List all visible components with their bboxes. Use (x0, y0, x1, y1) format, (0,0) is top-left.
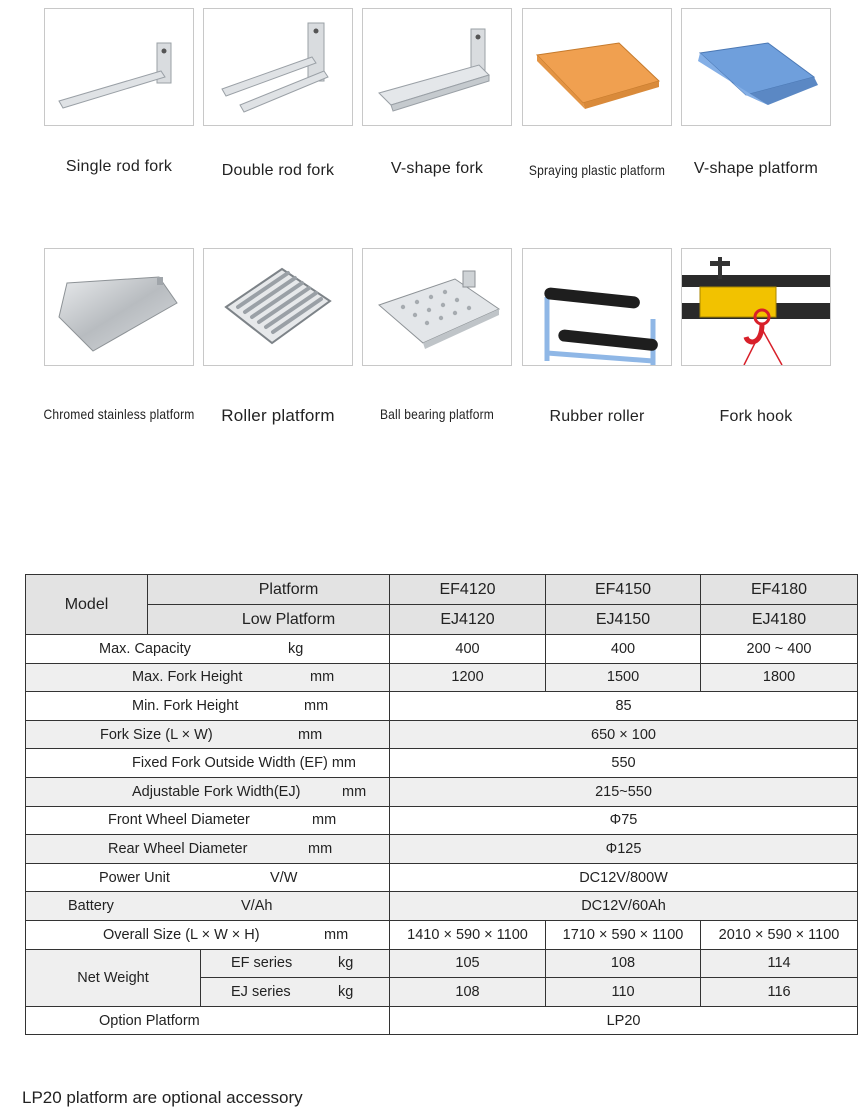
table-cell: 1200 (390, 663, 546, 692)
table-cell: 200 ~ 400 (701, 635, 858, 664)
row-unit: mm (304, 697, 329, 714)
table-row (26, 892, 858, 921)
table-cell: 400 (390, 635, 546, 664)
table-row (26, 663, 858, 692)
fork-hook-image (681, 248, 831, 366)
table-cell: 85 (390, 692, 858, 721)
row-label: Min. Fork Height (132, 697, 239, 714)
accessory-v-shape-fork (362, 8, 512, 177)
roller-platform-image (203, 248, 353, 366)
table-row (26, 920, 858, 949)
table-cell: 2010 × 590 × 1100 (701, 920, 858, 949)
accessory-label: Chromed stainless platform (43, 406, 195, 422)
table-row (26, 635, 858, 664)
table-cell: 1710 × 590 × 1100 (546, 920, 701, 949)
model-cell: EJ4150 (546, 605, 701, 635)
accessory-fork-hook (681, 248, 831, 425)
table-row (26, 777, 858, 806)
table-cell: 116 (701, 978, 858, 1007)
double-rod-fork-image (203, 8, 353, 126)
row-label: Rear Wheel Diameter (108, 840, 248, 857)
model-cell: EF4120 (390, 575, 546, 605)
accessory-label: Fork hook (719, 408, 793, 425)
table-cell: 550 (390, 749, 858, 778)
model-cell: EJ4180 (701, 605, 858, 635)
rubber-roller-image (522, 248, 672, 366)
model-header: Model (26, 575, 148, 635)
row-label: Max. Fork Height (132, 669, 243, 686)
table-row (26, 692, 858, 721)
model-cell: EJ4120 (390, 605, 546, 635)
accessory-v-shape-platform (681, 8, 831, 177)
table-cell: LP20 (390, 1006, 858, 1035)
table-row (26, 749, 858, 778)
table-row (26, 863, 858, 892)
table-cell: DC12V/800W (390, 863, 858, 892)
accessory-rubber-roller (522, 248, 672, 425)
row-unit: mm (308, 840, 333, 857)
accessory-label: V-shape fork (390, 160, 484, 177)
row-label: Fork Size (L × W) (100, 726, 213, 743)
row-label: Max. Capacity (99, 640, 191, 657)
accessory-label: Rubber roller (549, 408, 645, 425)
table-cell: 1500 (546, 663, 701, 692)
accessory-label: V-shape platform (693, 160, 819, 177)
footnote: LP20 platform are optional accessory (22, 1088, 303, 1107)
header-row-platform (26, 575, 858, 605)
table-cell: 114 (701, 949, 858, 978)
chromed-stainless-platform-image (44, 248, 194, 366)
table-cell: 215~550 (390, 777, 858, 806)
table-row (26, 949, 858, 978)
table-cell: 400 (546, 635, 701, 664)
table-row (26, 835, 858, 864)
platform-header: Platform (148, 575, 390, 605)
accessory-ball-bearing-platform (362, 248, 512, 422)
accessory-spraying-plastic-platform (522, 8, 672, 178)
table-cell: 650 × 100 (390, 720, 858, 749)
table-cell: DC12V/60Ah (390, 892, 858, 921)
row-label: Power Unit (99, 869, 170, 886)
row-unit: mm (310, 669, 335, 686)
header-row-low-platform (26, 605, 858, 635)
table-cell: 1410 × 590 × 1100 (390, 920, 546, 949)
row-label: Fixed Fork Outside Width (EF) mm (132, 755, 356, 772)
row-unit: V/W (270, 869, 298, 886)
table-row (26, 720, 858, 749)
accessory-label: Spraying plastic platform (528, 162, 666, 178)
row-unit: mm (298, 726, 323, 743)
spraying-plastic-platform-image (522, 8, 672, 126)
model-cell: EF4180 (701, 575, 858, 605)
accessory-roller-platform (203, 248, 353, 425)
row-label: Battery (68, 898, 114, 915)
ball-bearing-platform-image (362, 248, 512, 366)
table-cell: Φ125 (390, 835, 858, 864)
row-unit: kg (338, 983, 354, 1000)
row-label: Overall Size (L × W × H) (103, 926, 260, 943)
accessory-label: Roller platform (221, 406, 335, 425)
accessory-label: Ball bearing platform (379, 406, 495, 422)
v-shape-platform-image (681, 8, 831, 126)
row-unit: mm (342, 783, 367, 800)
single-rod-fork-image (44, 8, 194, 126)
row-unit: mm (312, 812, 337, 829)
spec-table (25, 574, 858, 1035)
table-cell: 1800 (701, 663, 858, 692)
table-cell: 110 (546, 978, 701, 1007)
table-cell: 108 (390, 978, 546, 1007)
accessory-double-rod-fork (203, 8, 353, 179)
v-shape-fork-image (362, 8, 512, 126)
row-label: EF series (231, 955, 293, 972)
accessory-single-rod-fork (44, 8, 194, 175)
row-label: EJ series (231, 983, 291, 1000)
low-platform-header: Low Platform (148, 605, 390, 635)
net-weight-label: Net Weight (26, 949, 201, 1006)
table-cell: Φ75 (390, 806, 858, 835)
table-cell: 105 (390, 949, 546, 978)
table-row (26, 806, 858, 835)
table-row (26, 1006, 858, 1035)
row-unit: mm (324, 926, 349, 943)
row-label: Adjustable Fork Width(EJ) (132, 783, 301, 800)
table-cell: 108 (546, 949, 701, 978)
accessory-label: Double rod fork (221, 162, 335, 179)
model-cell: EF4150 (546, 575, 701, 605)
accessory-label: Single rod fork (65, 158, 173, 175)
row-label: Front Wheel Diameter (108, 812, 250, 829)
row-unit: kg (288, 640, 304, 657)
row-label: Option Platform (99, 1012, 200, 1029)
row-unit: kg (338, 955, 354, 972)
row-unit: V/Ah (241, 898, 273, 915)
accessory-chromed-stainless-platform (43, 248, 195, 422)
